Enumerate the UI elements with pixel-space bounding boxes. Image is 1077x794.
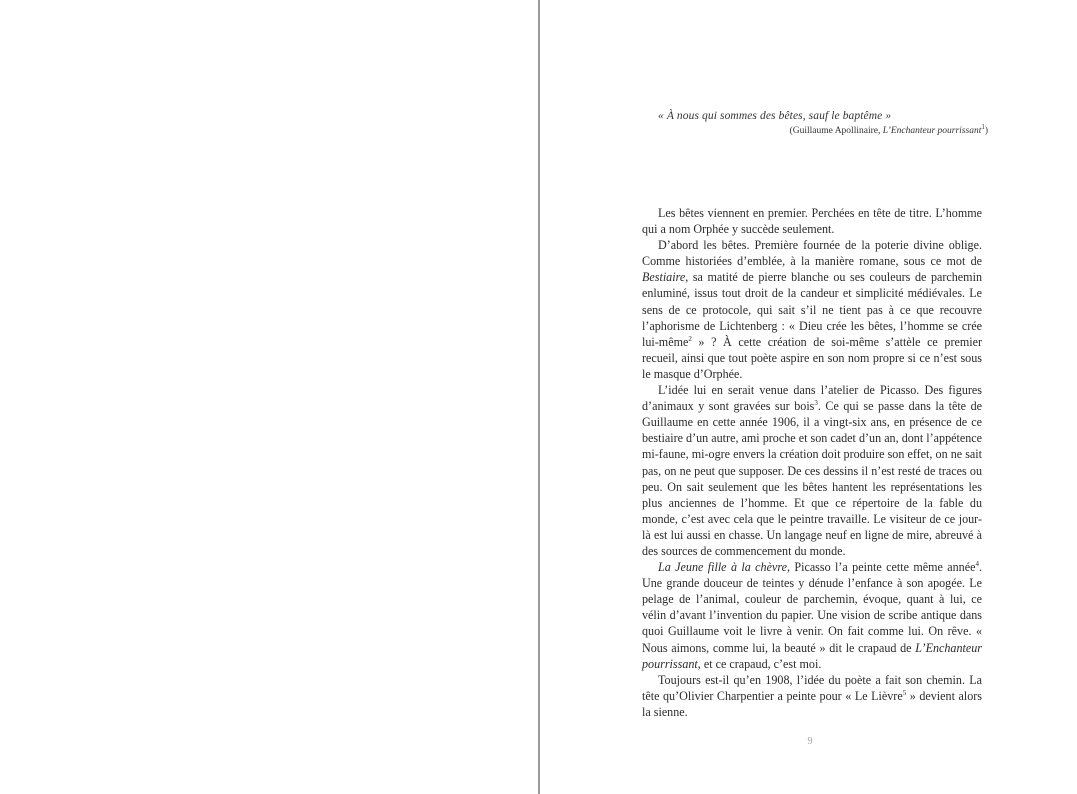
paragraph-text: , Picasso l’a peinte cette même année bbox=[786, 560, 976, 575]
italic-title: La Jeune fille à la chèvre bbox=[658, 560, 787, 575]
paragraph-5 bbox=[642, 672, 982, 720]
body-text bbox=[642, 205, 982, 720]
paragraph-text: » devient alors la sienne. bbox=[642, 688, 982, 719]
italic-title: L’Enchanteur pourrissant bbox=[642, 640, 982, 671]
attribution-author: (Guillaume Apollinaire, bbox=[789, 126, 883, 136]
page-number: 9 bbox=[807, 736, 813, 747]
epigraph bbox=[658, 110, 988, 136]
paragraph-text: , et ce crapaud, c’est moi. bbox=[697, 656, 822, 671]
paragraph-4 bbox=[642, 559, 982, 672]
paragraph-text: . Une grande douceur de teintes y dénude l’enfance à son apogée. Le pelage de l’animal, couleur de parchemin, évoque, quant à lui, ce vélin d’avant l’invention du papier. Une vision de scribe antique dans quoi Guillaume voit le livre à venir. On fait comme lui. On rêve. « Nous aimons, comme lui, la beauté » dit le crapaud de bbox=[642, 560, 982, 655]
footnote-ref: 2 bbox=[688, 334, 692, 343]
epigraph-quote: « À nous qui sommes des bêtes, sauf le baptême » bbox=[658, 110, 892, 122]
italic-term: Bestiaire bbox=[642, 270, 686, 285]
footnote-ref: 5 bbox=[902, 688, 907, 697]
paragraph-text: Les bêtes viennent en premier. Perchées en tête de titre. L’homme qui a nom Orphée y succède seulement. bbox=[642, 206, 982, 237]
left-page bbox=[0, 0, 538, 794]
attribution-title: L’Enchanteur pourrissant bbox=[882, 126, 982, 136]
footnote-ref: 4 bbox=[975, 560, 979, 569]
paragraph-1 bbox=[642, 205, 982, 237]
paragraph-text: » ? À cette création de soi-même s’attèle ce premier recueil, ainsi que tout poète aspire en son nom propre si ce n’est sous le masque d’Orphée. bbox=[642, 334, 982, 381]
paragraph-text: D’abord les bêtes. Première fournée de la poterie divine oblige. Comme historiées d’emblée, à la manière romane, sous ce mot de bbox=[642, 238, 982, 269]
paragraph-text: . Ce qui se passe dans la tête de Guillaume en cette année 1906, il a vingt-six ans, en présence de ce bestiaire d’un autre, ami proche et son cadet d’un an, dont l’appétence mi-faune, mi-ogre envers la création doit produire son effet, on ne sait pas, on ne peut que supposer. De ces dessins il n’est resté de traces ou peu. On sait seulement que les bêtes hantent les représentations les plus anciennes de l’homme. Et que ce répertoire de la fable du monde, c’est avec cela que le peintre travaille. Le visiteur de ce jour-là est lui aussi en chasse. Un langage neuf en ligne de mire, abreuvé à des sources de commencement du monde. bbox=[642, 399, 982, 558]
paragraph-text: Toujours est-il qu’en 1908, l’idée du poète a fait son chemin. La tête qu’Olivier Charpentier a peinte pour « Le Lièvre bbox=[642, 672, 982, 703]
paragraph-text: L’idée lui en serait venue dans l’atelier de Picasso. Des figures d’animaux y sont gravées sur bois bbox=[642, 383, 982, 414]
attribution-close: ) bbox=[984, 126, 988, 136]
paragraph-text: , sa matité de pierre blanche ou ses couleurs de parchemin enluminé, issus tout droit de la candeur et simplicité médiévales. Le sens de ce protocole, qui sait s’il ne tient pas à ce que recouvre l’aphorisme de Lichtenberg : « Dieu crée les bêtes, l’homme se crée lui-même bbox=[642, 270, 982, 349]
footnote-ref: 3 bbox=[814, 399, 818, 408]
paragraph-3 bbox=[642, 382, 982, 559]
epigraph-attribution bbox=[658, 122, 988, 136]
footnote-ref: 1 bbox=[981, 122, 985, 131]
paragraph-2 bbox=[642, 237, 982, 382]
